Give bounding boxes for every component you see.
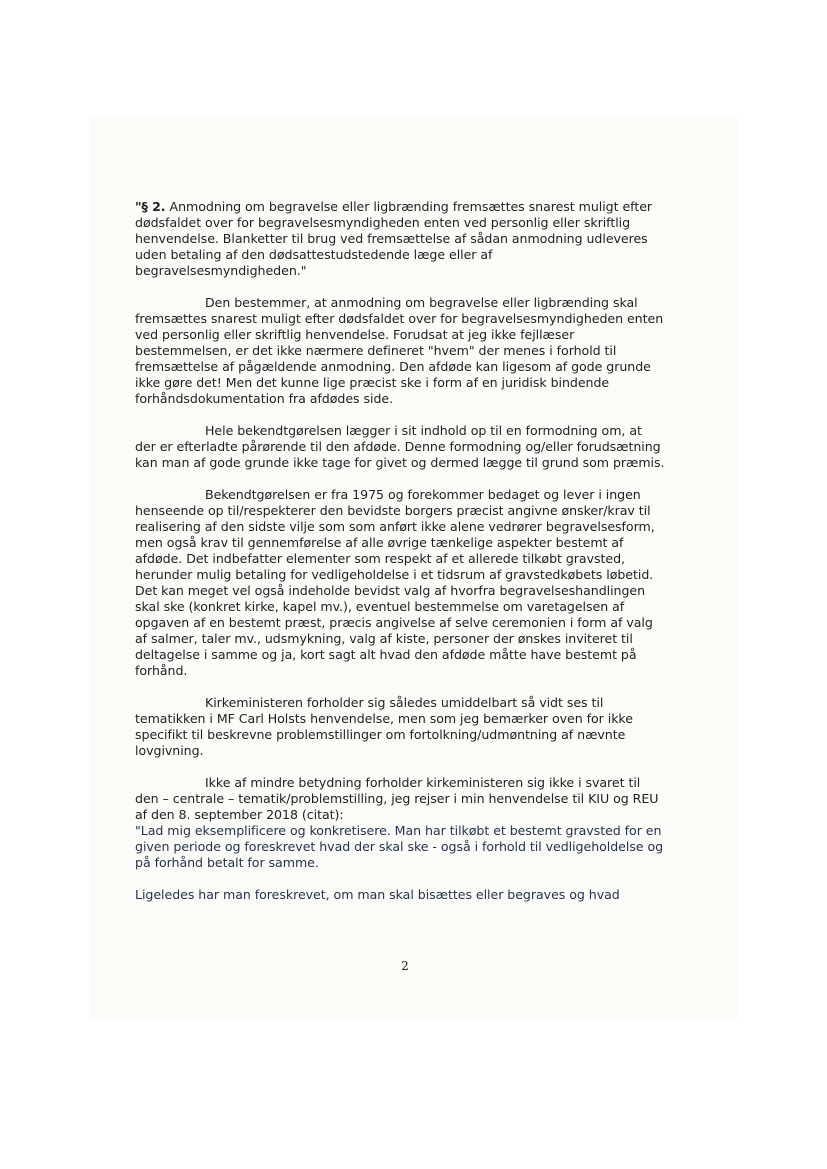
citation-paragraph-2: Ligeledes har man foreskrevet, om man skal bisættes eller begraves og hvad (135, 887, 620, 902)
paragraph-6: Ikke af mindre betydning forholder kirkeministeren sig ikke i svaret til den – centrale – tematik/problemstilling, jeg rejser i min henvendelse til KIU og REU af den 8. september 2018 (citat): (135, 775, 659, 822)
document-body (135, 199, 666, 919)
page-number: 2 (401, 959, 409, 973)
paragraph-3: Hele bekendtgørelsen lægger i sit indhold op til en formodning om, at der er efterladte pårørende til den afdøde. Denne formodning og/eller forudsætning kan man af gode grunde ikke tage for givet og dermed lægge til grund som præmis. (135, 423, 665, 470)
citation-paragraph-1: "Lad mig eksemplificere og konkretisere. Man har tilkøbt et bestemt gravsted for en given periode og foreskrevet hvad der skal ske - også i forhold til vedligeholdelse og på forhånd betalt for samme. (135, 823, 664, 870)
paragraph-4: Bekendtgørelsen er fra 1975 og forekommer bedaget og lever i ingen henseende op til/respekterer den bevidste borgers præcist angivne ønsker/krav til realisering af den sidste vilje som som anført ikke alene vedrører begravelsesform, men også krav til gennemførelse af alle øvrige tænkelige aspekter bestemt af afdøde. Det indbefatter elementer som respekt af et allerede tilkøbt gravsted, herunder mulig betaling for vedligeholdelse i et tidsrum af gravstedkøbets løbetid. Det kan meget vel også indeholde bevidst valg af hvorfra begravelseshandlingen skal ske (konkret kirke, kapel mv.), eventuel bestemmelse om varetagelsen af opgaven af en bestemt præst, præcis angivelse af selve ceremonien i form af valg af salmer, taler mv., udsmykning, valg af kiste, personer der ønskes inviteret til deltagelse i samme og ja, kort sagt alt hvad den afdøde måtte have bestemt på forhånd. (135, 487, 655, 678)
section-2-text: Anmodning om begravelse eller ligbrænding fremsættes snarest muligt efter dødsfaldet over for begravelsesmyndigheden enten ved personlig eller skriftlig henvendelse. Blanketter til brug ved fremsættelse af sådan anmodning udleveres uden betaling af den dødsattestudstedende læge eller af begravelsesmyndigheden." (135, 199, 653, 278)
paragraph-5: Kirkeministeren forholder sig således umiddelbart så vidt ses til tematikken i MF Carl Holsts henvendelse, men som jeg bemærker oven for ikke specifikt til beskrevne problemstillinger om fortolkning/udmøntning af nævnte lovgivning. (135, 695, 633, 758)
paragraph-section-2-quote (135, 199, 666, 279)
paragraph-2: Den bestemmer, at anmodning om begravelse eller ligbrænding skal fremsættes snarest muligt efter dødsfaldet over for begravelsesmyndigheden enten ved personlig eller skriftlig henvendelse. Forudsat at jeg ikke fejllæser bestemmelsen, er det ikke nærmere defineret "hvem" der menes i forhold til fremsættelse af pågældende anmodning. Den afdøde kan ligesom af gode grunde ikke gøre det! Men det kunne lige præcist ske i form af en juridisk bindende forhåndsdokumentation fra afdødes side. (135, 295, 664, 406)
citation-block (135, 823, 666, 903)
section-2-lead: "§ 2. (135, 199, 166, 214)
